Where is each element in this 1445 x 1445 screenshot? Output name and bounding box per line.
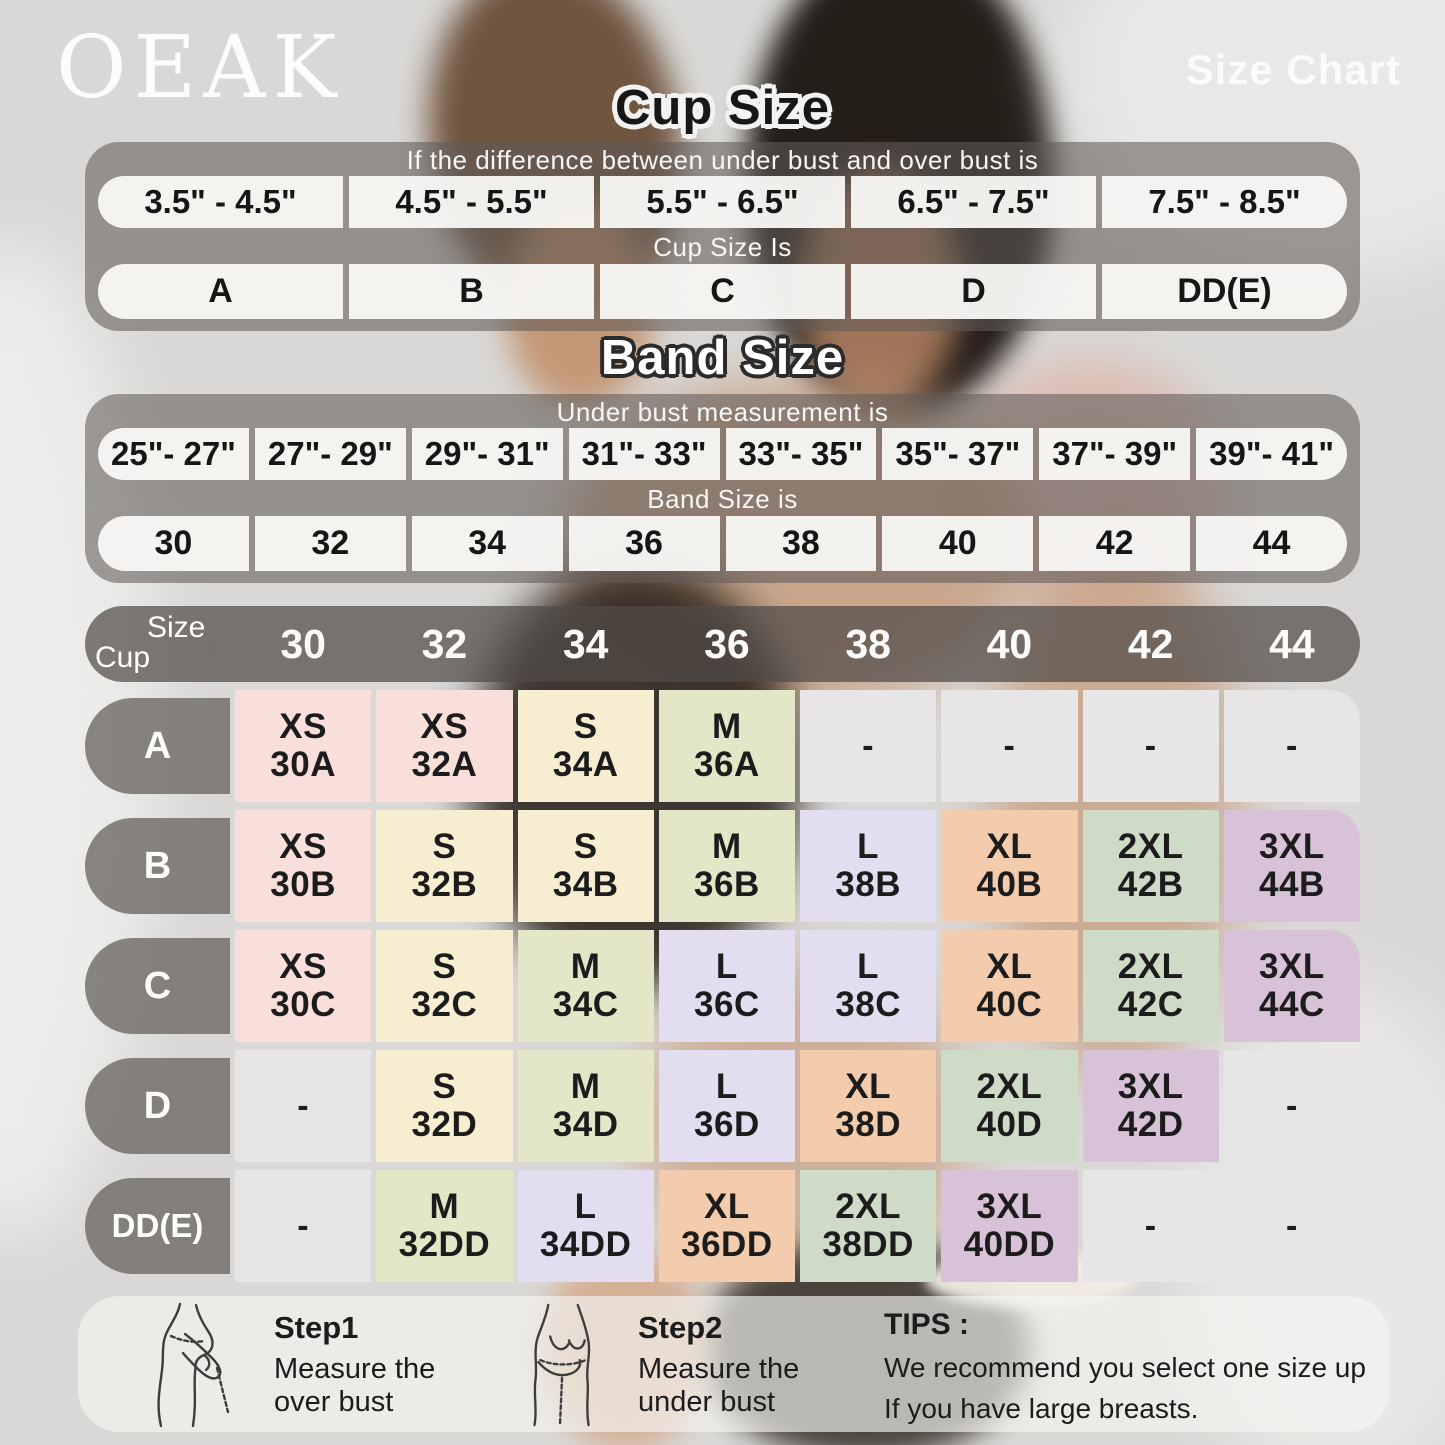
matrix-cell-empty [800,690,936,802]
matrix-column-header: 44 [1269,620,1315,667]
cell-code: 40D [976,1105,1043,1144]
matrix-cell-38C [800,930,936,1042]
matrix-cell-44B [1224,810,1360,922]
cell-size: XS [279,947,327,987]
cell-size: XL [845,1067,891,1107]
matrix-row-label: D [85,1058,230,1154]
matrix-cell-34C [518,930,654,1042]
cell-size: S [573,707,598,747]
matrix-cell-34DD [518,1170,654,1282]
matrix-cell-32DD [376,1170,512,1282]
matrix-cell-38D [800,1050,936,1162]
cell-size: L [857,827,880,867]
matrix-cell-30C [235,930,371,1042]
cup-letter-pill: D [851,264,1096,319]
band-number-pill: 40 [882,516,1033,571]
band-condition-label: Under bust measurement is [556,397,889,427]
cell-size: 2XL [835,1187,901,1227]
matrix-cell-40D [941,1050,1077,1162]
matrix-cell-30B [235,810,371,922]
band-result-label: Band Size is [647,484,798,514]
matrix-row-label: B [85,818,230,914]
matrix-cell-32A [376,690,512,802]
matrix-cell-36B [659,810,795,922]
cup-range-pill: 5.5" - 6.5" [600,176,845,228]
cell-size: M [570,1067,601,1107]
matrix-cell-empty [1224,690,1360,802]
empty-dash: - [1144,726,1157,765]
cup-size-table [85,142,1360,331]
cell-code: 40DD [963,1225,1056,1264]
tips-title: TIPS : [884,1308,970,1341]
cell-code: 40C [976,985,1043,1024]
matrix-body [85,690,1360,1282]
step1-title: Step1 [274,1310,359,1345]
empty-dash: - [1144,1206,1157,1245]
cup-letter-pill: B [349,264,594,319]
cell-size: XL [986,827,1033,867]
cell-code: 30B [270,865,336,904]
matrix-cell-30A [235,690,371,802]
tips-block [884,1308,1366,1429]
cell-code: 32B [411,865,478,904]
matrix-cell-empty [941,690,1077,802]
cup-range-row [98,176,1347,228]
cup-condition-label: If the difference between under bust and over bust is [406,145,1039,175]
matrix-cell-40DD [941,1170,1077,1282]
matrix-cell-empty [1083,1170,1219,1282]
matrix-cell-32D [376,1050,512,1162]
matrix-cell-42D [1083,1050,1219,1162]
matrix-cell-36A [659,690,795,802]
cell-code: 32DD [398,1225,491,1264]
cell-size: M [712,707,742,747]
matrix-column-header: 32 [421,620,468,667]
matrix-cell-44C [1224,930,1360,1042]
cell-size: L [715,947,738,987]
cell-size: S [432,827,457,867]
cell-size: 3XL [1259,827,1325,867]
matrix-cell-36D [659,1050,795,1162]
matrix-cell-empty [235,1170,371,1282]
cell-code: 38C [835,985,901,1024]
cup-range-pill: 6.5" - 7.5" [851,176,1096,228]
band-number-row [98,516,1347,571]
empty-dash: - [297,1206,310,1245]
matrix-cell-40C [941,930,1077,1042]
cell-code: 44C [1259,985,1325,1024]
cell-code: 34A [552,745,619,784]
band-number-pill: 32 [255,516,406,571]
matrix-cell-36DD [659,1170,795,1282]
step2-text: Measure the under bust [638,1353,800,1418]
cup-letter-pill: DD(E) [1102,264,1347,319]
step1-block [274,1310,435,1419]
step1-text: Measure the over bust [274,1353,436,1418]
cell-size: XL [986,947,1033,987]
cell-size: L [574,1187,597,1227]
cell-size: 3XL [976,1187,1043,1227]
cell-code: 36B [694,865,760,904]
cell-code: 30C [270,985,336,1024]
band-range-pill: 27"- 29" [255,428,406,480]
matrix-cell-34D [518,1050,654,1162]
matrix-row-B [85,810,1360,922]
cell-size: XL [704,1187,750,1227]
matrix-cell-empty [235,1050,371,1162]
matrix-cell-32B [376,810,512,922]
matrix-cell-42B [1083,810,1219,922]
band-number-pill: 38 [726,516,877,571]
matrix-cell-38B [800,810,936,922]
cell-code: 38DD [822,1225,914,1264]
cell-size: XS [279,707,327,747]
measure-over-bust-icon [136,1300,240,1428]
cell-size: L [857,947,880,987]
cell-code: 42B [1117,865,1184,904]
step2-title: Step2 [638,1310,723,1345]
cell-code: 42D [1117,1105,1184,1144]
band-range-row [98,428,1347,480]
matrix-row-label: A [85,698,230,794]
cup-range-pill: 7.5" - 8.5" [1102,176,1347,228]
cell-size: S [432,947,457,987]
empty-dash: - [1003,726,1016,765]
cell-code: 36D [694,1105,760,1144]
matrix-cell-32C [376,930,512,1042]
cell-size: L [715,1067,738,1107]
empty-dash: - [1285,726,1298,765]
matrix-cell-empty [1224,1050,1360,1162]
band-size-title: Band Size [600,331,845,385]
matrix-cell-34B [518,810,654,922]
cell-code: 32D [411,1105,478,1144]
cup-size-title: Cup Size [615,81,830,135]
measure-instructions-panel [78,1296,1390,1432]
band-range-pill: 39"- 41" [1196,428,1347,480]
matrix-cell-38DD [800,1170,936,1282]
cell-size: M [570,947,601,987]
matrix-cell-36C [659,930,795,1042]
cell-size: M [429,1187,460,1227]
step2-block [638,1310,799,1419]
corner-size-label: Size [147,611,206,644]
cell-code: 34D [552,1105,619,1144]
cell-code: 38B [835,865,901,904]
band-number-pill: 36 [569,516,720,571]
cell-size: XS [279,827,327,867]
matrix-header [85,606,1360,682]
empty-dash: - [862,726,875,765]
cell-size: 3XL [1259,947,1325,987]
matrix-column-header: 34 [562,620,609,667]
band-number-pill: 30 [98,516,249,571]
cell-code: 36A [694,745,760,784]
matrix-row-label: C [85,938,230,1034]
cell-code: 34B [552,865,619,904]
brand-logo: OEAK [56,18,344,118]
cup-letter-row [98,264,1347,319]
matrix-row-label: DD(E) [85,1178,230,1274]
band-range-pill: 25"- 27" [98,428,249,480]
matrix-cell-40B [941,810,1077,922]
empty-dash: - [1285,1206,1298,1245]
empty-dash: - [1285,1086,1298,1125]
cell-size: 2XL [1117,827,1184,867]
matrix-cell-42C [1083,930,1219,1042]
cell-size: S [573,827,598,867]
page-title: Size Chart [1185,46,1401,93]
cup-range-pill: 4.5" - 5.5" [349,176,594,228]
band-range-pill: 35"- 37" [882,428,1033,480]
cell-size: M [712,827,742,867]
tips-text: We recommend you select one size up If you have large breasts. [884,1352,1366,1424]
matrix-cell-empty [1083,690,1219,802]
matrix-row-C [85,930,1360,1042]
band-range-pill: 29"- 31" [412,428,563,480]
matrix-column-header: 42 [1127,620,1174,667]
cell-code: 32A [411,745,478,784]
band-number-pill: 34 [412,516,563,571]
cell-size: 3XL [1117,1067,1184,1107]
matrix-column-header: 38 [845,620,891,667]
cell-code: 34C [552,985,619,1024]
cell-code: 42C [1117,985,1184,1024]
measure-under-bust-icon [514,1301,614,1427]
cell-code: 44B [1259,865,1325,904]
cell-code: 32C [411,985,478,1024]
matrix-corner [85,606,230,682]
cell-code: 36DD [681,1225,773,1264]
cell-code: 38D [835,1105,901,1144]
band-range-pill: 37"- 39" [1039,428,1190,480]
matrix-column-header: 36 [704,620,750,667]
cell-code: 40B [976,865,1043,904]
matrix-cell-empty [1224,1170,1360,1282]
matrix-cell-34A [518,690,654,802]
matrix-column-header: 30 [280,620,326,667]
cell-size: 2XL [1117,947,1184,987]
matrix-row-D [85,1050,1360,1162]
matrix-row-DD(E) [85,1170,1360,1282]
band-range-pill: 33"- 35" [726,428,877,480]
band-number-pill: 44 [1196,516,1347,571]
band-number-pill: 42 [1039,516,1190,571]
cup-range-pill: 3.5" - 4.5" [98,176,343,228]
cup-letter-pill: C [600,264,845,319]
cell-code: 30A [270,745,336,784]
corner-cup-label: Cup [95,641,151,674]
cell-size: 2XL [976,1067,1043,1107]
cell-code: 34DD [539,1225,632,1264]
cell-size: XS [420,707,469,747]
matrix-row-A [85,690,1360,802]
band-range-pill: 31"- 33" [569,428,720,480]
cup-letter-pill: A [98,264,343,319]
cup-result-label: Cup Size Is [653,232,792,262]
cell-size: S [432,1067,457,1107]
empty-dash: - [297,1086,310,1125]
band-size-table [85,394,1360,583]
matrix-column-header: 40 [986,620,1033,667]
cell-code: 36C [694,985,760,1024]
